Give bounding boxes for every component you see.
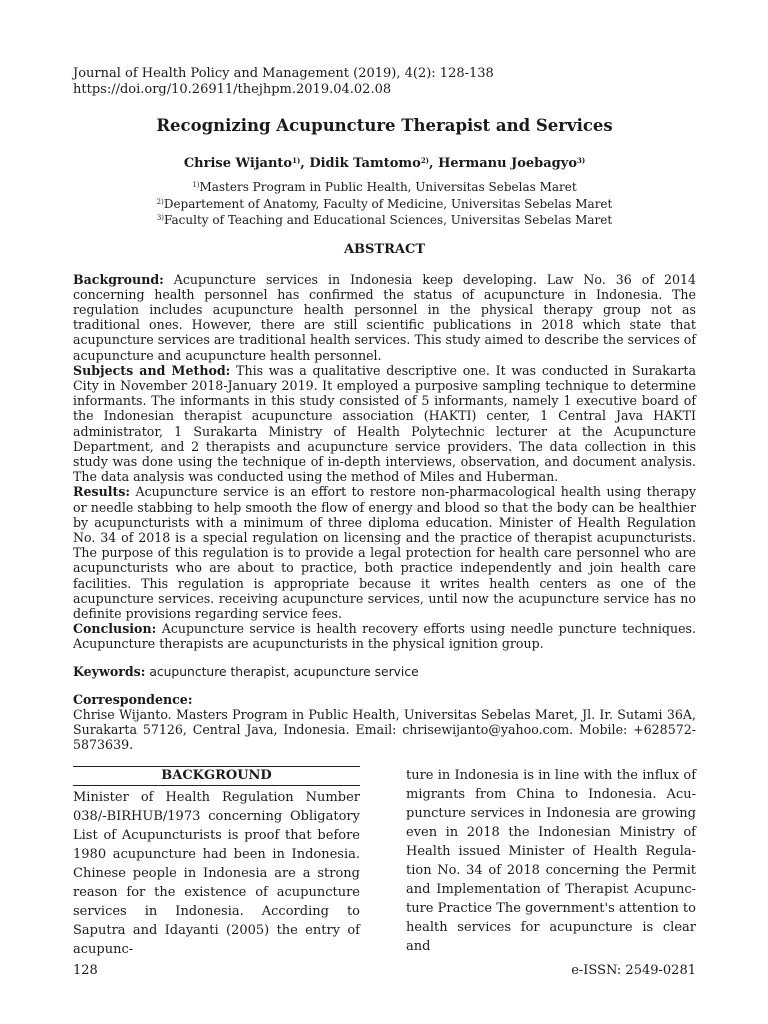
keywords-value: acupuncture therapist, acupuncture service [145, 664, 419, 679]
abstract-background: Background: Acupuncture services in Indonesia keep developing. Law No. 36 of 2014 concerning health personnel has confirmed the status of acupuncture in Indonesia. The regulation includes acupuncture health personnel in the physical therapy group not as traditional ones. However, there are still scientific publications in 2018 which state that acupuncture services are traditional health services. This study aimed to describe the services of acupuncture and acupuncture health personnel. [73, 271, 696, 363]
author-mark: 2) [420, 156, 429, 165]
background-left-text: Minister of Health Regulation Number 038/-BIRHUB/1973 concerning Obligatory List of Acupuncturists is proof that before 1980 acupuncture had been in Indonesia. Chinese people in Indonesia are a strong reason for the existence of acupuncture services in Indonesia. According to Saputra and Idayanti (2005) the entry of acupunc- [73, 790, 360, 957]
author-name: Didik Tamtomo [309, 156, 421, 171]
author-name: Chrise Wijanto [183, 156, 293, 171]
body-columns [73, 766, 696, 957]
author-mark: 3) [577, 156, 586, 165]
affiliation-item: $^{1)}$Masters Program in Public Health, Universitas Sebelas Maret [192, 180, 577, 194]
affiliation-list [73, 178, 696, 228]
left-column [73, 766, 360, 959]
journal-citation: Journal of Health Policy and Management (2019), 4(2): 128-138 [73, 66, 494, 81]
page-number: 128 [73, 963, 98, 978]
affiliation-item: $^{3)}$Faculty of Teaching and Educational Sciences, Universitas Sebelas Maret [156, 213, 613, 227]
affiliation-item: $^{2)}$Departement of Anatomy, Faculty of Medicine, Universitas Sebelas Maret [156, 196, 613, 211]
right-column [406, 766, 696, 956]
author-mark: 1) [292, 156, 301, 165]
journal-header [73, 66, 696, 98]
keywords: Keywords: acupuncture therapist, acupuncture service [73, 663, 419, 679]
author-list: Chrise Wijanto$^{1)}$, Didik Tamtomo$^{2)}$, Hermanu Joebagyo$^{3)}$ [183, 156, 586, 171]
author-name: Hermanu Joebagyo [438, 156, 577, 171]
abstract-heading: ABSTRACT [343, 241, 426, 257]
abstract-body [73, 272, 696, 652]
paper-title: Recognizing Acupuncture Therapist and Services [156, 116, 613, 135]
background-heading: BACKGROUND [73, 766, 360, 786]
paper-page [73, 66, 696, 752]
abstract-conclusion: Conclusion: Acupuncture service is health recovery efforts using needle puncture techniques. Acupuncture therapists are acupuncturists in the physical ignition group. [73, 621, 696, 652]
issn: e-ISSN: 2549-0281 [571, 963, 696, 978]
abstract-method: Subjects and Method: This was a qualitative descriptive one. It was conducted in Surakarta City in November 2018-January 2019. It employed a purposive sampling technique to determine informants. The informants in this study consisted of 5 informants, namely 1 executive board of the Indonesian therapist acupuncture association (HAKTI) center, 1 Central Java HAKTI administrator, 1 Surakarta Ministry of Health Polytechnic lecturer at the Acupuncture Department, and 2 therapists and acupuncture service providers. The data collection in this study was done using the technique of in-depth interviews, observation, and document analysis. The data analysis was conducted using the method of Miles and Huberman. [73, 362, 696, 485]
correspondence-text: Chrise Wijanto. Masters Program in Public Health, Universitas Sebelas Maret, Jl. Ir. Sutami 36A, Surakarta 57126, Central Java, Indonesia. Email: chrisewijanto@yahoo.com. Mobile: +628572-5873639. [73, 706, 696, 752]
background-right-text: ture in Indonesia is in line with the influx of migrants from China to Indonesia. Acu-puncture services in Indonesia are growing even in 2018 the Indonesian Ministry of Health issued Minister of Health Regula-tion No. 34 of 2018 concerning the Permit and Implementation of Therapist Acupunc-ture Practice The government's attention to health services for acupuncture is clear and [406, 768, 696, 954]
journal-doi[interactable]: https://doi.org/10.26911/thejhpm.2019.04.02.08 [73, 82, 392, 97]
abstract-results: Results: Acupuncture service is an effort to restore non-pharmacological health using therapy or needle stabbing to help smooth the flow of energy and blood so that the body can be healthier by acupuncturists with a minimum of three diploma education. Minister of Health Regulation No. 34 of 2018 is a special regulation on licensing and the practice of therapist acupuncturists. The purpose of this regulation is to provide a legal protection for health care personnel who are acupuncturists who are about to practice, both practice independently and join health care facilities. This regulation is appropriate because it writes health centers as one of the acupuncture services. receiving acupuncture services, until now the acupuncture service has no definite provisions regarding service fees. [73, 484, 696, 621]
correspondence-heading: Correspondence: [73, 691, 193, 707]
